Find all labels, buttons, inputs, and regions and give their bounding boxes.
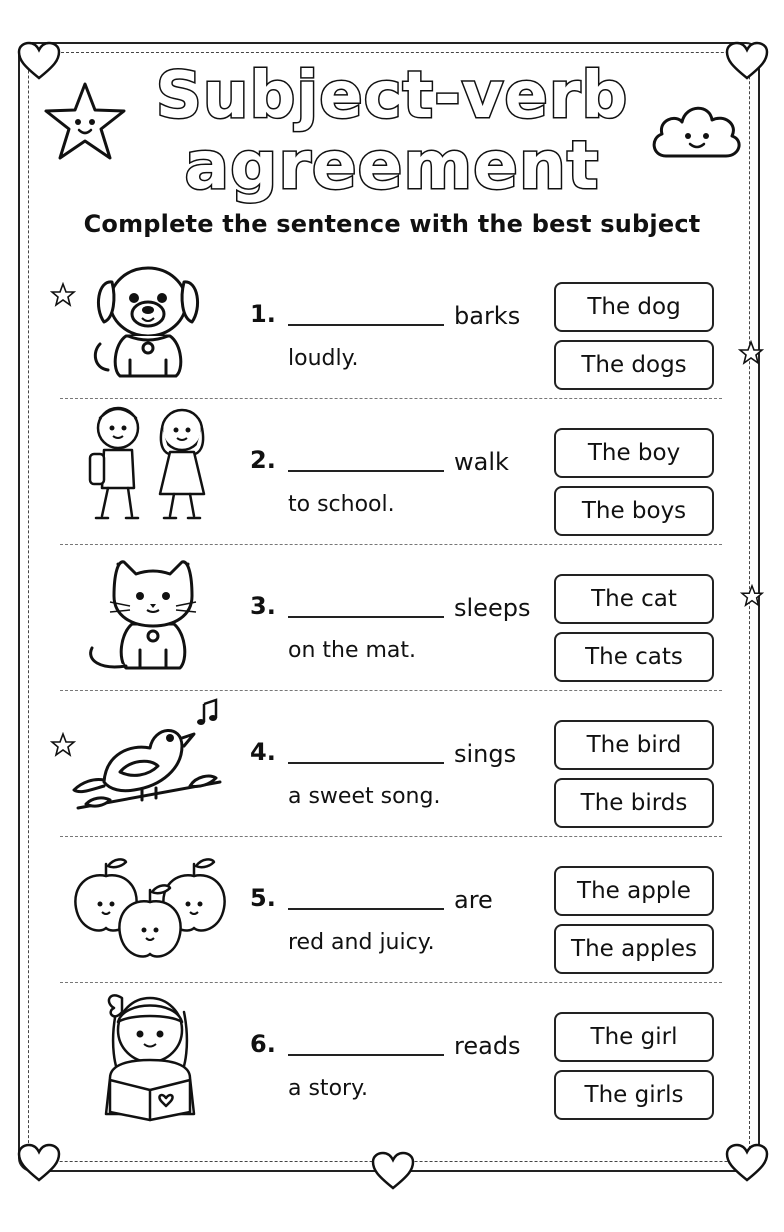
- option-plural[interactable]: The girls: [554, 1070, 714, 1120]
- option-singular[interactable]: The dog: [554, 282, 714, 332]
- question-row-3: [60, 544, 722, 684]
- question-number: 3.: [250, 592, 276, 620]
- question-number: 5.: [250, 884, 276, 912]
- option-singular[interactable]: The cat: [554, 574, 714, 624]
- question-row-4: [60, 690, 722, 830]
- option-plural[interactable]: The birds: [554, 778, 714, 828]
- answer-blank[interactable]: [288, 908, 444, 910]
- heart-icon: [16, 1142, 62, 1184]
- question-row-2: [60, 398, 722, 538]
- question-row-5: [60, 836, 722, 976]
- answer-blank[interactable]: [288, 470, 444, 472]
- kids-walking-drawing: [70, 398, 230, 538]
- question-verb: sleeps: [454, 594, 531, 622]
- question-rest: to school.: [288, 492, 395, 517]
- answer-blank[interactable]: [288, 1054, 444, 1056]
- puppy-drawing: [70, 252, 230, 392]
- star-icon: [738, 340, 764, 366]
- question-verb: reads: [454, 1032, 521, 1060]
- question-number: 1.: [250, 300, 276, 328]
- option-singular[interactable]: The bird: [554, 720, 714, 770]
- question-rest: a story.: [288, 1076, 368, 1101]
- question-number: 4.: [250, 738, 276, 766]
- answer-blank[interactable]: [288, 616, 444, 618]
- heart-icon: [724, 1142, 770, 1184]
- question-rest: on the mat.: [288, 638, 417, 663]
- heart-icon: [370, 1150, 416, 1192]
- question-rest: a sweet song.: [288, 784, 441, 809]
- cat-drawing: [70, 544, 230, 684]
- question-verb: are: [454, 886, 493, 914]
- question-number: 2.: [250, 446, 276, 474]
- girl-reading-drawing: [70, 982, 230, 1122]
- question-row-1: [60, 252, 722, 392]
- option-plural[interactable]: The cats: [554, 632, 714, 682]
- instruction-text: Complete the sentence with the best subject: [83, 210, 701, 238]
- apples-drawing: [70, 836, 230, 976]
- option-singular[interactable]: The boy: [554, 428, 714, 478]
- bird-drawing: [70, 690, 230, 830]
- option-plural[interactable]: The apples: [554, 924, 714, 974]
- question-verb: walk: [454, 448, 509, 476]
- question-rest: red and juicy.: [288, 930, 435, 955]
- question-row-6: [60, 982, 722, 1122]
- question-rest: loudly.: [288, 346, 359, 371]
- answer-blank[interactable]: [288, 762, 444, 764]
- option-singular[interactable]: The apple: [554, 866, 714, 916]
- question-verb: sings: [454, 740, 517, 768]
- title-line-1: Subject-verb: [155, 59, 629, 133]
- title-line-2: agreement: [184, 127, 600, 204]
- option-plural[interactable]: The boys: [554, 486, 714, 536]
- question-number: 6.: [250, 1030, 276, 1058]
- option-plural[interactable]: The dogs: [554, 340, 714, 390]
- option-singular[interactable]: The girl: [554, 1012, 714, 1062]
- question-verb: barks: [454, 302, 521, 330]
- answer-blank[interactable]: [288, 324, 444, 326]
- star-icon: [740, 584, 764, 608]
